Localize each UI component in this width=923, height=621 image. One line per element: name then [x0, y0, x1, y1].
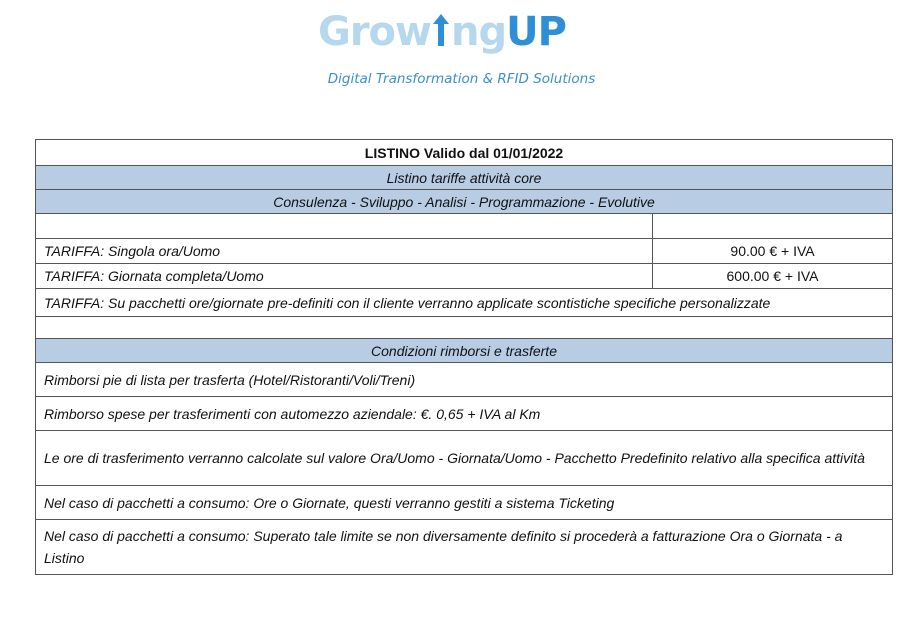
condition-row — [36, 397, 893, 431]
empty-row — [36, 317, 893, 339]
empty-cell — [36, 317, 893, 339]
rate-price: 600.00 € + IVA — [653, 264, 893, 289]
condition-text: Le ore di trasferimento verranno calcolate sul valore Ora/Uomo - Giornata/Uomo - Pacchetto Predefinito relativo alla specifica attività — [36, 431, 893, 486]
rate-row — [36, 264, 893, 289]
empty-cell — [653, 214, 893, 239]
logo-text-grow: Grow — [318, 9, 431, 55]
empty-cell — [36, 214, 653, 239]
rate-price: 90.00 € + IVA — [653, 239, 893, 264]
growingup-logo — [318, 6, 618, 58]
logo-text-up: UP — [506, 9, 566, 55]
core-activities-header: Listino tariffe attività core — [36, 166, 893, 190]
price-list-title: LISTINO Valido dal 01/01/2022 — [36, 140, 893, 166]
rate-label: TARIFFA: Giornata completa/Uomo — [36, 264, 653, 289]
price-list-table — [35, 139, 893, 575]
logo-tagline: Digital Transformation & RFID Solutions — [327, 71, 596, 87]
package-discount-note: TARIFFA: Su pacchetti ore/giornate pre-definiti con il cliente verranno applicate scontistiche specifiche personalizzate — [36, 289, 893, 317]
section-header-row — [36, 166, 893, 190]
package-note-row — [36, 289, 893, 317]
rate-label: TARIFFA: Singola ora/Uomo — [36, 239, 653, 264]
rate-row — [36, 239, 893, 264]
condition-row — [36, 520, 893, 575]
condition-row — [36, 486, 893, 520]
condition-text: Rimborsi pie di lista per trasferta (Hotel/Ristoranti/Voli/Treni) — [36, 363, 893, 397]
condition-row — [36, 431, 893, 486]
table-title-row — [36, 140, 893, 166]
conditions-header: Condizioni rimborsi e trasferte — [36, 339, 893, 363]
condition-row — [36, 363, 893, 397]
up-arrow-icon — [432, 12, 450, 48]
section-header-row — [36, 190, 893, 214]
logo-text-ng: ng — [451, 9, 507, 55]
section-header-row — [36, 339, 893, 363]
condition-text: Nel caso di pacchetti a consumo: Ore o Giornate, questi verranno gestiti a sistema Ticketing — [36, 486, 893, 520]
condition-text: Nel caso di pacchetti a consumo: Superato tale limite se non diversamente definito si procederà a fatturazione Ora o Giornata - a Listino — [36, 520, 893, 575]
condition-text: Rimborso spese per trasferimenti con automezzo aziendale: €. 0,65 + IVA al Km — [36, 397, 893, 431]
services-header: Consulenza - Sviluppo - Analisi - Programmazione - Evolutive — [36, 190, 893, 214]
empty-row — [36, 214, 893, 239]
